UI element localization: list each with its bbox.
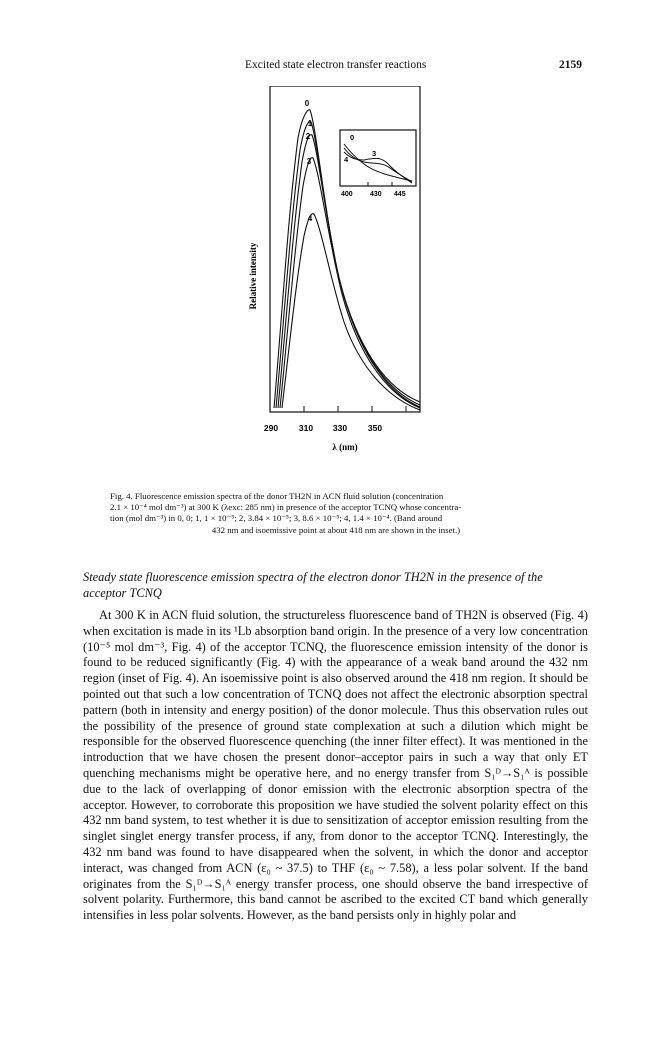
caption-line: 432 nm and isoemissive point at about 418 nm are shown in the inset.) (211, 524, 461, 535)
running-head (0, 59, 672, 75)
body-text (83, 608, 588, 924)
inset-x-tick-label: 400 (341, 191, 353, 198)
body-paragraph: At 300 K in ACN fluid solution, the structureless fluorescence band of TH2N is observed (Fig. 4) when excitation is made in its ¹Lb absorption band origin. In the presence of a very low concentration (10⁻⁵ mol dm⁻³, Fig. 4) of the acceptor TCNQ, the fluorescence emission intensity of the donor is found to be reduced significantly (Fig. 4) with the appearance of a weak band around the 432 nm region (inset of Fig. 4). An isoemissive point is also observed around the 418 nm region. It should be pointed out that such a low concentration of TCNQ does not affect the electronic absorption spectral pattern (both in intensity and energy position) of the donor molecule. Thus this observation rules out the possibility of the presence of ground state complexation at such a dilution which might be responsible for the observed fluorescence quenching (the inner filter effect). It was mentioned in the introduction that we have chosen the present donor–acceptor pairs in such a way that only ET quenching mechanisms might be operative here, and no energy transfer from S₁ᴰ→S₁ᴬ is possible due to the lack of overlapping of donor emission with the electronic absorption spectra of the acceptor. However, to corroborate this proposition we have studied the solvent polarity effect on this 432 nm band system, to test whether it is due to sensitization of acceptor emission resulting from the singlet singlet energy transfer process, if any, from donor to the acceptor TCNQ. Interestingly, the 432 nm band was found to have disappeared when the solvent, in which the donor and acceptor interact, was changed from ACN (ε₀ ~ 37.5) to THF (ε₀ ~ 7.58), a less polar solvent. If the band originates from the S₁ᴰ→S₁ᴬ energy transfer process, one should observe the band irrespective of solvent polarity. Furthermore, this band cannot be ascribed to the excited CT band which generally intensifies in less polar solvents. However, as the band persists only in highly polar and (83, 608, 588, 923)
inset-x-tick-label: 445 (394, 191, 406, 198)
figure-4 (230, 86, 440, 506)
page-number: 2159 (559, 59, 582, 71)
y-axis-label: Relative intensity (248, 242, 258, 310)
caption-line: 2.1 × 10⁻⁴ mol dm⁻³) at 300 K (λexc: 285 nm) in presence of the acceptor TCNQ whose concentra- (110, 502, 462, 513)
caption-line: Fig. 4. Fluorescence emission spectra of the donor TH2N in ACN fluid solution (concentration (110, 491, 444, 501)
x-tick-label: 330 (332, 423, 348, 433)
x-axis-label: λ (nm) (332, 442, 358, 452)
emission-spectra-chart (230, 86, 440, 506)
inset-curve-label-0: 0 (350, 133, 355, 142)
x-tick-label: 290 (263, 423, 279, 433)
x-tick-label: 310 (298, 423, 314, 433)
caption-line: tion (mol dm⁻³) in 0, 0; 1, 1 × 10⁻⁵; 2, 3.84 × 10⁻⁵; 3, 8.6 × 10⁻⁵; 4, 1.4 × 10⁻⁴. (Band around (110, 513, 443, 524)
inset-curve-label-4: 3 (372, 149, 377, 158)
spectrum-curve-4 (282, 214, 420, 410)
inset-curve-label-3: 4 (344, 155, 349, 164)
x-tick-label: 350 (367, 423, 383, 433)
curve-label-3: 3 (306, 157, 312, 166)
curve-label-2: 2 (305, 132, 311, 141)
running-head-title: Excited state electron transfer reactions (245, 59, 427, 71)
figure-caption (110, 491, 562, 536)
inset-x-tick-label: 430 (370, 191, 382, 198)
curve-label-4: 4 (307, 214, 313, 223)
curve-label-0: 0 (304, 99, 310, 108)
curve-label-1: 1 (307, 119, 313, 128)
section-heading: Steady state fluorescence emission spectra of the electron donor TH2N in the presence of the acceptor TCNQ (83, 570, 543, 600)
